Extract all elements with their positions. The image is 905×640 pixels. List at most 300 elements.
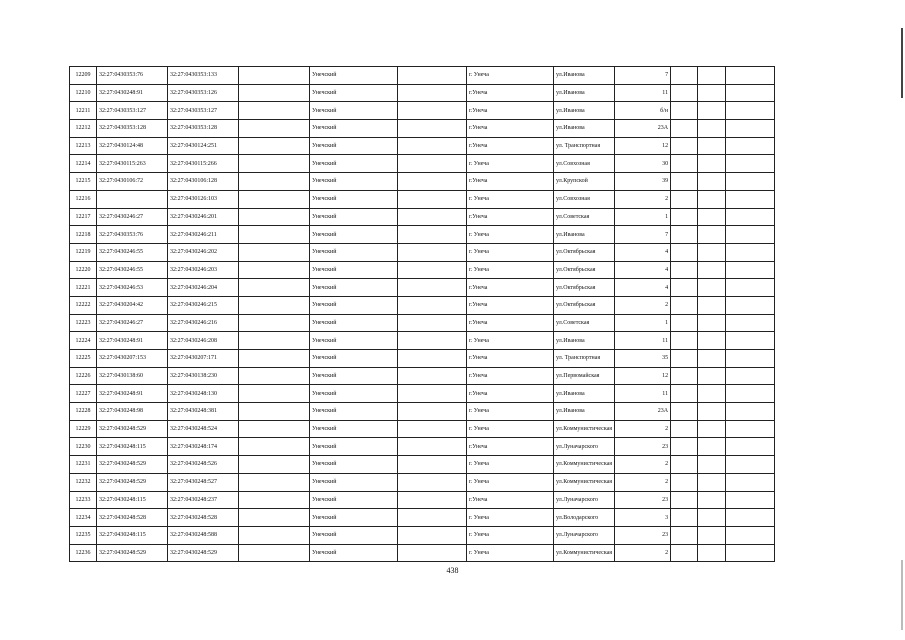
empty-cell bbox=[671, 243, 698, 261]
record-number-cell: 12224 bbox=[70, 332, 97, 350]
table-row bbox=[70, 403, 775, 421]
table-row bbox=[70, 261, 775, 279]
table-row bbox=[70, 67, 775, 85]
house-number-cell: 12 bbox=[615, 137, 671, 155]
city-cell: г.Унеча bbox=[467, 491, 554, 509]
empty-cell bbox=[698, 332, 726, 350]
empty-cell bbox=[671, 385, 698, 403]
empty-cell bbox=[726, 332, 775, 350]
cadastral-number-cell: 32:27:0430124:251 bbox=[168, 137, 239, 155]
table-row bbox=[70, 438, 775, 456]
street-cell: ул.Луначарского bbox=[554, 526, 615, 544]
empty-cell bbox=[698, 279, 726, 297]
empty-cell bbox=[239, 155, 310, 173]
district-cell: Унечский bbox=[310, 279, 398, 297]
street-cell: ул.Луначарского bbox=[554, 491, 615, 509]
empty-cell bbox=[398, 350, 467, 368]
street-cell: ул. Транспортная bbox=[554, 137, 615, 155]
city-cell: г.Унеча bbox=[467, 173, 554, 191]
cadastral-number-cell: 32:27:0430248:588 bbox=[168, 526, 239, 544]
empty-cell bbox=[726, 190, 775, 208]
city-cell: г. Унеча bbox=[467, 456, 554, 474]
district-cell: Унечский bbox=[310, 261, 398, 279]
empty-cell bbox=[698, 84, 726, 102]
empty-cell bbox=[239, 67, 310, 85]
empty-cell bbox=[698, 102, 726, 120]
cadastral-number-cell: 32:27:0430246:203 bbox=[168, 261, 239, 279]
empty-cell bbox=[398, 385, 467, 403]
empty-cell bbox=[671, 314, 698, 332]
cadastral-number-cell: 32:27:0430138:60 bbox=[97, 367, 168, 385]
street-cell: ул.Советская bbox=[554, 208, 615, 226]
city-cell: г.Унеча bbox=[467, 102, 554, 120]
cadastral-number-cell: 32:27:0430248:174 bbox=[168, 438, 239, 456]
record-number-cell: 12219 bbox=[70, 243, 97, 261]
district-cell: Унечский bbox=[310, 173, 398, 191]
empty-cell bbox=[239, 456, 310, 474]
empty-cell bbox=[239, 509, 310, 527]
district-cell: Унечский bbox=[310, 208, 398, 226]
empty-cell bbox=[726, 367, 775, 385]
record-number-cell: 12217 bbox=[70, 208, 97, 226]
cadastral-number-cell: 32:27:0430246:27 bbox=[97, 208, 168, 226]
empty-cell bbox=[726, 261, 775, 279]
cadastral-number-cell: 32:27:0430115:266 bbox=[168, 155, 239, 173]
empty-cell bbox=[698, 243, 726, 261]
empty-cell bbox=[398, 261, 467, 279]
house-number-cell: 2 bbox=[615, 456, 671, 474]
house-number-cell: б/н bbox=[615, 102, 671, 120]
empty-cell bbox=[398, 137, 467, 155]
house-number-cell: 11 bbox=[615, 385, 671, 403]
empty-cell bbox=[398, 438, 467, 456]
street-cell: ул.Иванова bbox=[554, 403, 615, 421]
empty-cell bbox=[698, 296, 726, 314]
empty-cell bbox=[726, 155, 775, 173]
record-number-cell: 12229 bbox=[70, 420, 97, 438]
empty-cell bbox=[698, 438, 726, 456]
empty-cell bbox=[239, 190, 310, 208]
empty-cell bbox=[726, 385, 775, 403]
empty-cell bbox=[698, 509, 726, 527]
empty-cell bbox=[698, 314, 726, 332]
cadastral-number-cell: 32:27:0430248:115 bbox=[97, 438, 168, 456]
cadastral-number-cell: 32:27:0430248:115 bbox=[97, 526, 168, 544]
district-cell: Унечский bbox=[310, 332, 398, 350]
empty-cell bbox=[698, 420, 726, 438]
record-number-cell: 12223 bbox=[70, 314, 97, 332]
house-number-cell: 23А bbox=[615, 120, 671, 138]
empty-cell bbox=[698, 173, 726, 191]
empty-cell bbox=[671, 367, 698, 385]
empty-cell bbox=[671, 491, 698, 509]
empty-cell bbox=[671, 403, 698, 421]
record-number-cell: 12215 bbox=[70, 173, 97, 191]
empty-cell bbox=[398, 190, 467, 208]
empty-cell bbox=[398, 473, 467, 491]
cadastral-number-cell: 32:27:0430246:53 bbox=[97, 279, 168, 297]
city-cell: г.Унеча bbox=[467, 120, 554, 138]
cadastral-number-cell: 32:27:0430248:527 bbox=[168, 473, 239, 491]
empty-cell bbox=[239, 385, 310, 403]
empty-cell bbox=[671, 332, 698, 350]
city-cell: г.Унеча bbox=[467, 367, 554, 385]
empty-cell bbox=[671, 155, 698, 173]
cadastral-number-cell: 32:27:0430246:55 bbox=[97, 261, 168, 279]
table-row bbox=[70, 243, 775, 261]
record-number-cell: 12211 bbox=[70, 102, 97, 120]
table-row bbox=[70, 137, 775, 155]
table-row bbox=[70, 509, 775, 527]
cadastral-number-cell: 32:27:0430248:91 bbox=[97, 84, 168, 102]
table-row bbox=[70, 526, 775, 544]
cadastral-number-cell: 32:27:0430353:128 bbox=[97, 120, 168, 138]
cadastral-number-cell: 32:27:0430248:529 bbox=[97, 456, 168, 474]
house-number-cell: 12 bbox=[615, 367, 671, 385]
city-cell: г. Унеча bbox=[467, 226, 554, 244]
cadastral-number-cell bbox=[97, 190, 168, 208]
cadastral-number-cell: 32:27:0430207:171 bbox=[168, 350, 239, 368]
empty-cell bbox=[726, 120, 775, 138]
empty-cell bbox=[698, 190, 726, 208]
street-cell: ул.Коммунистическая bbox=[554, 420, 615, 438]
district-cell: Унечский bbox=[310, 102, 398, 120]
city-cell: г. Унеча bbox=[467, 544, 554, 562]
street-cell: ул.Советская bbox=[554, 314, 615, 332]
empty-cell bbox=[398, 208, 467, 226]
record-number-cell: 12209 bbox=[70, 67, 97, 85]
street-cell: ул.Коммунистическая bbox=[554, 544, 615, 562]
empty-cell bbox=[726, 314, 775, 332]
empty-cell bbox=[726, 208, 775, 226]
house-number-cell: 4 bbox=[615, 261, 671, 279]
empty-cell bbox=[398, 155, 467, 173]
cadastral-number-cell: 32:27:0430246:201 bbox=[168, 208, 239, 226]
record-number-cell: 12226 bbox=[70, 367, 97, 385]
city-cell: г.Унеча bbox=[467, 208, 554, 226]
house-number-cell: 23 bbox=[615, 491, 671, 509]
street-cell: ул.Иванова bbox=[554, 226, 615, 244]
empty-cell bbox=[398, 456, 467, 474]
empty-cell bbox=[239, 473, 310, 491]
empty-cell bbox=[398, 367, 467, 385]
city-cell: г. Унеча bbox=[467, 420, 554, 438]
table-row bbox=[70, 120, 775, 138]
empty-cell bbox=[239, 84, 310, 102]
cadastral-number-cell: 32:27:0430106:72 bbox=[97, 173, 168, 191]
page-edge-mark bbox=[901, 28, 903, 98]
record-number-cell: 12228 bbox=[70, 403, 97, 421]
empty-cell bbox=[698, 403, 726, 421]
empty-cell bbox=[671, 526, 698, 544]
empty-cell bbox=[239, 208, 310, 226]
district-cell: Унечский bbox=[310, 84, 398, 102]
cadastral-number-cell: 32:27:0430248:91 bbox=[97, 385, 168, 403]
empty-cell bbox=[698, 208, 726, 226]
empty-cell bbox=[239, 120, 310, 138]
cadastral-number-cell: 32:27:0430248:98 bbox=[97, 403, 168, 421]
house-number-cell: 35 bbox=[615, 350, 671, 368]
city-cell: г. Унеча bbox=[467, 473, 554, 491]
empty-cell bbox=[239, 261, 310, 279]
cadastral-number-cell: 32:27:0430248:529 bbox=[97, 473, 168, 491]
record-number-cell: 12232 bbox=[70, 473, 97, 491]
empty-cell bbox=[239, 367, 310, 385]
empty-cell bbox=[239, 173, 310, 191]
district-cell: Унечский bbox=[310, 243, 398, 261]
empty-cell bbox=[671, 173, 698, 191]
cadastral-number-cell: 32:27:0430248:381 bbox=[168, 403, 239, 421]
empty-cell bbox=[398, 314, 467, 332]
empty-cell bbox=[726, 420, 775, 438]
record-number-cell: 12212 bbox=[70, 120, 97, 138]
record-number-cell: 12225 bbox=[70, 350, 97, 368]
house-number-cell: 2 bbox=[615, 190, 671, 208]
empty-cell bbox=[671, 261, 698, 279]
district-cell: Унечский bbox=[310, 403, 398, 421]
house-number-cell: 23 bbox=[615, 438, 671, 456]
cadastral-number-cell: 32:27:0430353:76 bbox=[97, 67, 168, 85]
empty-cell bbox=[239, 544, 310, 562]
cadastral-number-cell: 32:27:0430207:153 bbox=[97, 350, 168, 368]
city-cell: г. Унеча bbox=[467, 261, 554, 279]
street-cell: ул.Октябрьская bbox=[554, 243, 615, 261]
record-number-cell: 12221 bbox=[70, 279, 97, 297]
empty-cell bbox=[239, 296, 310, 314]
cadastral-number-cell: 32:27:0430106:128 bbox=[168, 173, 239, 191]
empty-cell bbox=[671, 190, 698, 208]
empty-cell bbox=[239, 332, 310, 350]
house-number-cell: 4 bbox=[615, 243, 671, 261]
empty-cell bbox=[398, 491, 467, 509]
cadastral-number-cell: 32:27:0430248:524 bbox=[168, 420, 239, 438]
city-cell: г. Унеча bbox=[467, 190, 554, 208]
empty-cell bbox=[671, 84, 698, 102]
street-cell: ул.Коммунистическая bbox=[554, 456, 615, 474]
empty-cell bbox=[398, 332, 467, 350]
street-cell: ул.Первомайская bbox=[554, 367, 615, 385]
street-cell: ул.Володарского bbox=[554, 509, 615, 527]
empty-cell bbox=[239, 350, 310, 368]
record-number-cell: 12227 bbox=[70, 385, 97, 403]
empty-cell bbox=[398, 296, 467, 314]
record-number-cell: 12231 bbox=[70, 456, 97, 474]
district-cell: Унечский bbox=[310, 456, 398, 474]
city-cell: г.Унеча bbox=[467, 279, 554, 297]
empty-cell bbox=[726, 226, 775, 244]
table-row bbox=[70, 332, 775, 350]
empty-cell bbox=[726, 102, 775, 120]
cadastral-number-cell: 32:27:0430248:528 bbox=[168, 509, 239, 527]
empty-cell bbox=[726, 243, 775, 261]
empty-cell bbox=[398, 509, 467, 527]
empty-cell bbox=[239, 526, 310, 544]
empty-cell bbox=[726, 509, 775, 527]
empty-cell bbox=[698, 367, 726, 385]
empty-cell bbox=[398, 120, 467, 138]
empty-cell bbox=[239, 279, 310, 297]
empty-cell bbox=[698, 137, 726, 155]
street-cell: ул. Транспортная bbox=[554, 350, 615, 368]
table-row bbox=[70, 208, 775, 226]
city-cell: г.Унеча bbox=[467, 438, 554, 456]
cadastral-number-cell: 32:27:0430353:127 bbox=[97, 102, 168, 120]
empty-cell bbox=[726, 491, 775, 509]
cadastral-number-cell: 32:27:0430246:55 bbox=[97, 243, 168, 261]
record-number-cell: 12230 bbox=[70, 438, 97, 456]
city-cell: г.Унеча bbox=[467, 84, 554, 102]
empty-cell bbox=[698, 473, 726, 491]
empty-cell bbox=[398, 403, 467, 421]
cadastral-number-cell: 32:27:0430204:42 bbox=[97, 296, 168, 314]
empty-cell bbox=[671, 296, 698, 314]
house-number-cell: 30 bbox=[615, 155, 671, 173]
empty-cell bbox=[398, 544, 467, 562]
record-number-cell: 12233 bbox=[70, 491, 97, 509]
cadastral-number-cell: 32:27:0430248:526 bbox=[168, 456, 239, 474]
empty-cell bbox=[726, 403, 775, 421]
empty-cell bbox=[726, 526, 775, 544]
empty-cell bbox=[398, 84, 467, 102]
cadastral-number-cell: 32:27:0430246:211 bbox=[168, 226, 239, 244]
empty-cell bbox=[726, 473, 775, 491]
district-cell: Унечский bbox=[310, 67, 398, 85]
house-number-cell: 23 bbox=[615, 526, 671, 544]
house-number-cell: 7 bbox=[615, 226, 671, 244]
empty-cell bbox=[698, 261, 726, 279]
cadastral-number-cell: 32:27:0430246:208 bbox=[168, 332, 239, 350]
empty-cell bbox=[398, 102, 467, 120]
empty-cell bbox=[239, 226, 310, 244]
cadastral-number-cell: 32:27:0430248:130 bbox=[168, 385, 239, 403]
city-cell: г.Унеча bbox=[467, 296, 554, 314]
district-cell: Унечский bbox=[310, 544, 398, 562]
empty-cell bbox=[671, 67, 698, 85]
empty-cell bbox=[398, 420, 467, 438]
street-cell: ул.Совхозная bbox=[554, 155, 615, 173]
house-number-cell: 2 bbox=[615, 420, 671, 438]
cadastral-number-cell: 32:27:0430246:215 bbox=[168, 296, 239, 314]
cadastral-number-cell: 32:27:0430246:216 bbox=[168, 314, 239, 332]
property-registry-table bbox=[69, 66, 775, 562]
house-number-cell: 2 bbox=[615, 473, 671, 491]
empty-cell bbox=[726, 456, 775, 474]
house-number-cell: 23А bbox=[615, 403, 671, 421]
cadastral-number-cell: 32:27:0430248:528 bbox=[97, 509, 168, 527]
cadastral-number-cell: 32:27:0430115:263 bbox=[97, 155, 168, 173]
table-row bbox=[70, 491, 775, 509]
cadastral-number-cell: 32:27:0430353:133 bbox=[168, 67, 239, 85]
district-cell: Унечский bbox=[310, 367, 398, 385]
district-cell: Унечский bbox=[310, 155, 398, 173]
empty-cell bbox=[726, 173, 775, 191]
table-row bbox=[70, 544, 775, 562]
house-number-cell: 1 bbox=[615, 314, 671, 332]
street-cell: ул.Крупской bbox=[554, 173, 615, 191]
city-cell: г.Унеча bbox=[467, 137, 554, 155]
district-cell: Унечский bbox=[310, 137, 398, 155]
empty-cell bbox=[671, 208, 698, 226]
table-row bbox=[70, 385, 775, 403]
empty-cell bbox=[726, 137, 775, 155]
table-row bbox=[70, 155, 775, 173]
empty-cell bbox=[239, 243, 310, 261]
empty-cell bbox=[671, 544, 698, 562]
empty-cell bbox=[698, 526, 726, 544]
district-cell: Унечский bbox=[310, 420, 398, 438]
empty-cell bbox=[698, 456, 726, 474]
empty-cell bbox=[671, 350, 698, 368]
table-row bbox=[70, 456, 775, 474]
record-number-cell: 12222 bbox=[70, 296, 97, 314]
house-number-cell: 39 bbox=[615, 173, 671, 191]
house-number-cell: 7 bbox=[615, 67, 671, 85]
empty-cell bbox=[671, 456, 698, 474]
cadastral-number-cell: 32:27:0430248:91 bbox=[97, 332, 168, 350]
table-row bbox=[70, 296, 775, 314]
table-row bbox=[70, 420, 775, 438]
record-number-cell: 12216 bbox=[70, 190, 97, 208]
cadastral-number-cell: 32:27:0430246:27 bbox=[97, 314, 168, 332]
street-cell: ул.Октябрьская bbox=[554, 261, 615, 279]
district-cell: Унечский bbox=[310, 473, 398, 491]
table-row bbox=[70, 226, 775, 244]
city-cell: г.Унеча bbox=[467, 385, 554, 403]
empty-cell bbox=[239, 438, 310, 456]
district-cell: Унечский bbox=[310, 350, 398, 368]
street-cell: ул.Иванова bbox=[554, 84, 615, 102]
cadastral-number-cell: 32:27:0430248:237 bbox=[168, 491, 239, 509]
empty-cell bbox=[239, 314, 310, 332]
house-number-cell: 11 bbox=[615, 84, 671, 102]
empty-cell bbox=[671, 420, 698, 438]
empty-cell bbox=[698, 385, 726, 403]
registry-body bbox=[70, 67, 775, 562]
house-number-cell: 1 bbox=[615, 208, 671, 226]
district-cell: Унечский bbox=[310, 120, 398, 138]
record-number-cell: 12236 bbox=[70, 544, 97, 562]
district-cell: Унечский bbox=[310, 491, 398, 509]
empty-cell bbox=[726, 350, 775, 368]
empty-cell bbox=[698, 120, 726, 138]
empty-cell bbox=[239, 137, 310, 155]
house-number-cell: 2 bbox=[615, 296, 671, 314]
table-row bbox=[70, 367, 775, 385]
district-cell: Унечский bbox=[310, 385, 398, 403]
record-number-cell: 12210 bbox=[70, 84, 97, 102]
empty-cell bbox=[726, 544, 775, 562]
table-row bbox=[70, 279, 775, 297]
record-number-cell: 12214 bbox=[70, 155, 97, 173]
street-cell: ул.Совхозная bbox=[554, 190, 615, 208]
table-row bbox=[70, 350, 775, 368]
empty-cell bbox=[726, 67, 775, 85]
city-cell: г. Унеча bbox=[467, 526, 554, 544]
empty-cell bbox=[726, 279, 775, 297]
empty-cell bbox=[671, 473, 698, 491]
cadastral-number-cell: 32:27:0430353:127 bbox=[168, 102, 239, 120]
house-number-cell: 4 bbox=[615, 279, 671, 297]
house-number-cell: 11 bbox=[615, 332, 671, 350]
street-cell: ул.Октябрьская bbox=[554, 296, 615, 314]
empty-cell bbox=[698, 544, 726, 562]
district-cell: Унечский bbox=[310, 509, 398, 527]
table-row bbox=[70, 473, 775, 491]
table-row bbox=[70, 173, 775, 191]
district-cell: Унечский bbox=[310, 438, 398, 456]
record-number-cell: 12220 bbox=[70, 261, 97, 279]
district-cell: Унечский bbox=[310, 526, 398, 544]
